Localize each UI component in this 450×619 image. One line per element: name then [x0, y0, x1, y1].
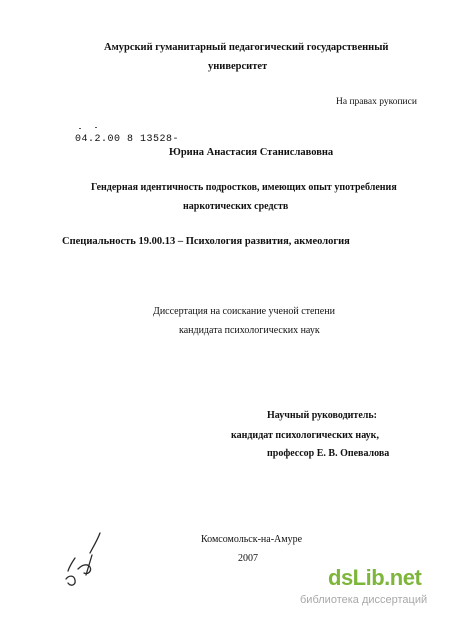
specialty: Специальность 19.00.13 – Психология развития, акмеология	[62, 236, 350, 247]
university-name-line2: университет	[208, 61, 268, 72]
handwritten-note	[60, 525, 110, 595]
watermark-logo: dsLib.net	[328, 565, 422, 590]
rights-note: На правах рукописи	[336, 97, 417, 107]
supervisor-degree: кандидат психологических наук,	[231, 430, 379, 441]
supervisor-name: профессор Е. В. Опевалова	[267, 448, 390, 459]
dissertation-degree-line1: Диссертация на соискание ученой степени	[153, 306, 335, 317]
stamp-mark	[95, 127, 97, 128]
dissertation-degree-line2: кандидата психологических наук	[179, 325, 320, 336]
dissertation-title-line1: Гендерная идентичность подростков, имеющих опыт употребления	[91, 182, 397, 193]
year: 2007	[238, 553, 258, 564]
city: Комсомольск-на-Амуре	[201, 534, 303, 545]
author-name: Юрина Анастасия Станиславовна	[169, 147, 334, 158]
dissertation-title-line2: наркотических средств	[183, 201, 289, 212]
library-stamp-number: 04.2.00 8 13528-	[75, 134, 180, 145]
stamp-mark	[79, 128, 81, 129]
supervisor-heading: Научный руководитель:	[267, 410, 377, 421]
watermark-subtitle: библиотека диссертаций	[300, 594, 428, 606]
university-name-line1: Амурский гуманитарный педагогический государственный	[104, 42, 389, 53]
